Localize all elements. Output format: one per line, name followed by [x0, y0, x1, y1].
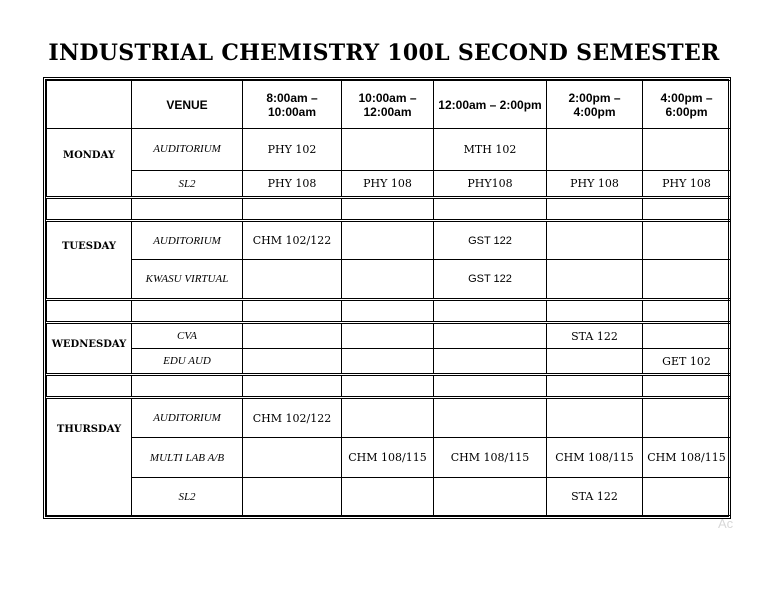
- separator-row: [47, 300, 731, 323]
- schedule-cell: [342, 478, 434, 516]
- venue-cell: CVA: [132, 323, 243, 349]
- schedule-cell: PHY108: [434, 171, 547, 198]
- watermark: Ac: [718, 516, 734, 531]
- schedule-cell: CHM 108/115: [643, 438, 731, 478]
- table-row: [47, 349, 731, 375]
- schedule-cell: STA 122: [547, 478, 643, 516]
- schedule-cell: [342, 323, 434, 349]
- schedule-cell: [547, 260, 643, 300]
- table-row: [47, 478, 731, 516]
- schedule-cell: [342, 221, 434, 260]
- table-row: [47, 438, 731, 478]
- schedule-cell: [547, 129, 643, 171]
- venue-cell: AUDITORIUM: [132, 129, 243, 171]
- schedule-cell: [643, 221, 731, 260]
- schedule-cell: CHM 108/115: [547, 438, 643, 478]
- table-row: [47, 260, 731, 300]
- schedule-cell: [434, 349, 547, 375]
- schedule-cell: [643, 260, 731, 300]
- timetable: [43, 77, 731, 519]
- schedule-cell: STA 122: [547, 323, 643, 349]
- venue-cell: EDU AUD: [132, 349, 243, 375]
- schedule-cell: PHY 108: [243, 171, 342, 198]
- header-slot: 2:00pm – 4:00pm: [547, 81, 643, 129]
- venue-cell: SL2: [132, 171, 243, 198]
- schedule-cell: [434, 478, 547, 516]
- schedule-cell: PHY 108: [643, 171, 731, 198]
- venue-cell: AUDITORIUM: [132, 398, 243, 438]
- schedule-cell: CHM 108/115: [434, 438, 547, 478]
- day-label-wednesday: WEDNESDAY: [47, 323, 132, 375]
- schedule-cell: PHY 102: [243, 129, 342, 171]
- schedule-cell: [643, 398, 731, 438]
- schedule-cell: [342, 349, 434, 375]
- header-slot: 12:00am – 2:00pm: [434, 81, 547, 129]
- schedule-cell: [643, 323, 731, 349]
- schedule-cell: CHM 108/115: [342, 438, 434, 478]
- header-venue: VENUE: [132, 81, 243, 129]
- schedule-cell: [547, 349, 643, 375]
- venue-cell: KWASU VIRTUAL: [132, 260, 243, 300]
- day-label-monday: MONDAY: [47, 129, 132, 198]
- schedule-cell: [643, 478, 731, 516]
- day-label-tuesday: TUESDAY: [47, 221, 132, 300]
- venue-cell: SL2: [132, 478, 243, 516]
- schedule-cell: [243, 260, 342, 300]
- schedule-cell: [243, 349, 342, 375]
- schedule-cell: MTH 102: [434, 129, 547, 171]
- schedule-cell: GST 122: [434, 221, 547, 260]
- page-title: INDUSTRIAL CHEMISTRY 100L SECOND SEMESTER: [48, 40, 720, 66]
- table-row: [47, 398, 731, 438]
- header-slot: 4:00pm – 6:00pm: [643, 81, 731, 129]
- table-row: [47, 129, 731, 171]
- schedule-cell: CHM 102/122: [243, 398, 342, 438]
- day-label-thursday: THURSDAY: [47, 398, 132, 516]
- schedule-cell: [547, 221, 643, 260]
- schedule-cell: CHM 102/122: [243, 221, 342, 260]
- schedule-cell: [434, 323, 547, 349]
- table-row: [47, 323, 731, 349]
- venue-cell: AUDITORIUM: [132, 221, 243, 260]
- separator-row: [47, 375, 731, 398]
- schedule-cell: GET 102: [643, 349, 731, 375]
- table-row: [47, 171, 731, 198]
- table-row: [47, 221, 731, 260]
- schedule-cell: PHY 108: [547, 171, 643, 198]
- header-slot: 8:00am – 10:00am: [243, 81, 342, 129]
- schedule-cell: [243, 438, 342, 478]
- header-day-cell: [47, 81, 132, 129]
- schedule-cell: [243, 323, 342, 349]
- schedule-cell: [342, 129, 434, 171]
- schedule-cell: [434, 398, 547, 438]
- schedule-cell: [342, 260, 434, 300]
- header-slot: 10:00am – 12:00am: [342, 81, 434, 129]
- header-row: [47, 81, 731, 129]
- schedule-cell: [342, 398, 434, 438]
- schedule-cell: GST 122: [434, 260, 547, 300]
- schedule-cell: [643, 129, 731, 171]
- schedule-cell: PHY 108: [342, 171, 434, 198]
- schedule-cell: [547, 398, 643, 438]
- separator-row: [47, 198, 731, 221]
- schedule-cell: [243, 478, 342, 516]
- venue-cell: MULTI LAB A/B: [132, 438, 243, 478]
